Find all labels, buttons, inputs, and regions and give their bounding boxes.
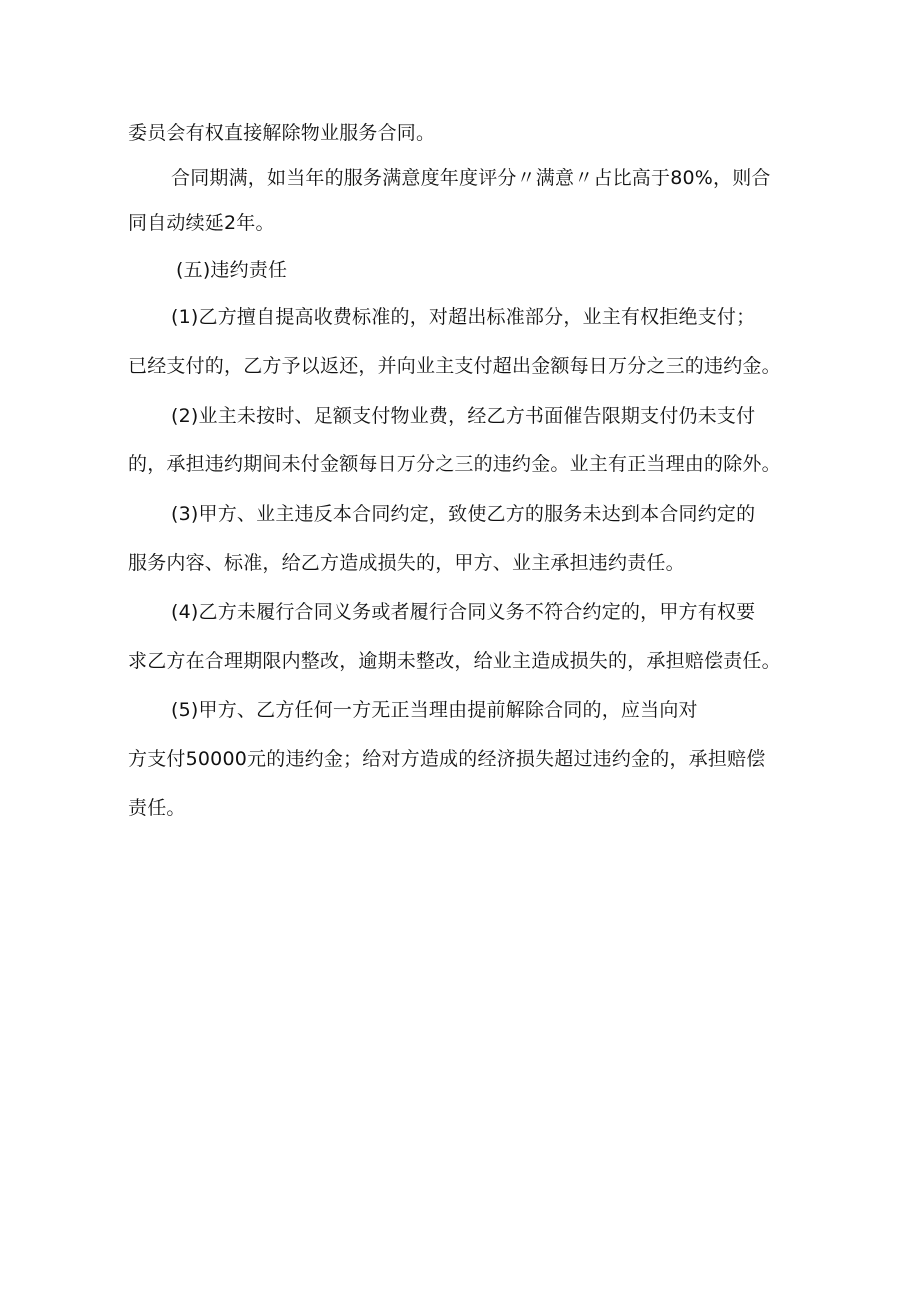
section-heading: (五)违约责任 xyxy=(176,259,288,281)
text-line: 的，承担违约期间未付金额每日万分之三的违约金。业主有正当理由的除外。 xyxy=(128,453,781,475)
text-line: 同自动续延2年。 xyxy=(128,212,275,234)
text-line: (3)甲方、业主违反本合同约定，致使乙方的服务未达到本合同约定的 xyxy=(171,503,756,525)
text-line: 服务内容、标准，给乙方造成损失的，甲方、业主承担违约责任。 xyxy=(128,552,685,574)
text-line: 合同期满，如当年的服务满意度年度评分〃满意〃占比高于80%，则合 xyxy=(171,167,771,189)
text-line: 责任。 xyxy=(128,797,186,819)
text-line: 求乙方在合理期限内整改，逾期未整改，给业主造成损失的，承担赔偿责任。 xyxy=(128,650,781,672)
text-line: (1)乙方擅自提高收费标准的，对超出标准部分，业主有权拒绝支付； xyxy=(171,306,756,328)
text-line: (4)乙方未履行合同义务或者履行合同义务不符合约定的，甲方有权要 xyxy=(171,601,756,623)
text-line: (2)业主未按时、足额支付物业费，经乙方书面催告限期支付仍未支付 xyxy=(171,405,756,427)
text-line: (5)甲方、乙方任何一方无正当理由提前解除合同的，应当向对 xyxy=(171,699,698,721)
text-line: 方支付50000元的违约金；给对方造成的经济损失超过违约金的，承担赔偿 xyxy=(128,748,766,770)
text-line: 已经支付的，乙方予以返还，并向业主支付超出金额每日万分之三的违约金。 xyxy=(128,355,781,377)
text-line: 委员会有权直接解除物业服务合同。 xyxy=(128,122,436,144)
